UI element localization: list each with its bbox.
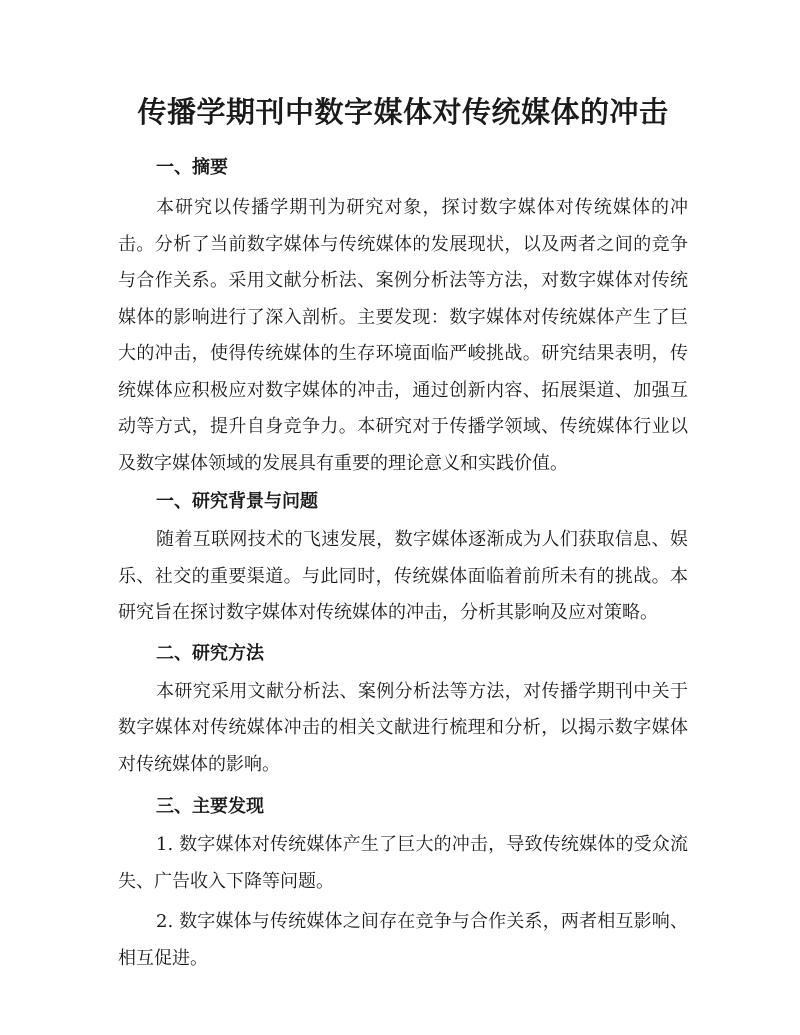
finding-item-2: 2. 数字媒体与传统媒体之间存在竞争与合作关系，两者相互影响、相互促进。: [118, 911, 688, 969]
finding-item-1: 1. 数字媒体对传统媒体产生了巨大的冲击，导致传统媒体的受众流失、广告收入下降等问题。: [118, 834, 688, 892]
section-heading-method: 二、研究方法: [156, 642, 264, 664]
method-paragraph: 本研究采用文献分析法、案例分析法等方法，对传播学期刊中关于数字媒体对传统媒体冲击的相关文献进行梳理和分析，以揭示数字媒体对传统媒体的影响。: [118, 680, 688, 775]
document-title: 传播学期刊中数字媒体对传统媒体的冲击: [137, 95, 669, 129]
background-paragraph: 随着互联网技术的飞速发展，数字媒体逐渐成为人们获取信息、娱乐、社交的重要渠道。与此同时，传统媒体面临着前所未有的挑战。本研究旨在探讨数字媒体对传统媒体的冲击，分析其影响及应对策略。: [118, 529, 688, 623]
abstract-paragraph: 本研究以传播学期刊为研究对象，探讨数字媒体对传统媒体的冲击。分析了当前数字媒体与传统媒体的发展现状，以及两者之间的竞争与合作关系。采用文献分析法、案例分析法等方法，对数字媒体对传统媒体的影响进行了深入剖析。主要发现：数字媒体对传统媒体产生了巨大的冲击，使得传统媒体的生存环境面临严峻挑战。研究结果表明，传统媒体应积极应对数字媒体的冲击，通过创新内容、拓展渠道、加强互动等方式，提升自身竞争力。本研究对于传播学领域、传统媒体行业以及数字媒体领域的发展具有重要的理论意义和实践价值。: [118, 197, 688, 474]
section-heading-abstract: 一、摘要: [156, 157, 228, 178]
section-heading-background: 一、研究背景与问题: [156, 491, 318, 512]
section-heading-findings: 三、主要发现: [156, 796, 264, 817]
